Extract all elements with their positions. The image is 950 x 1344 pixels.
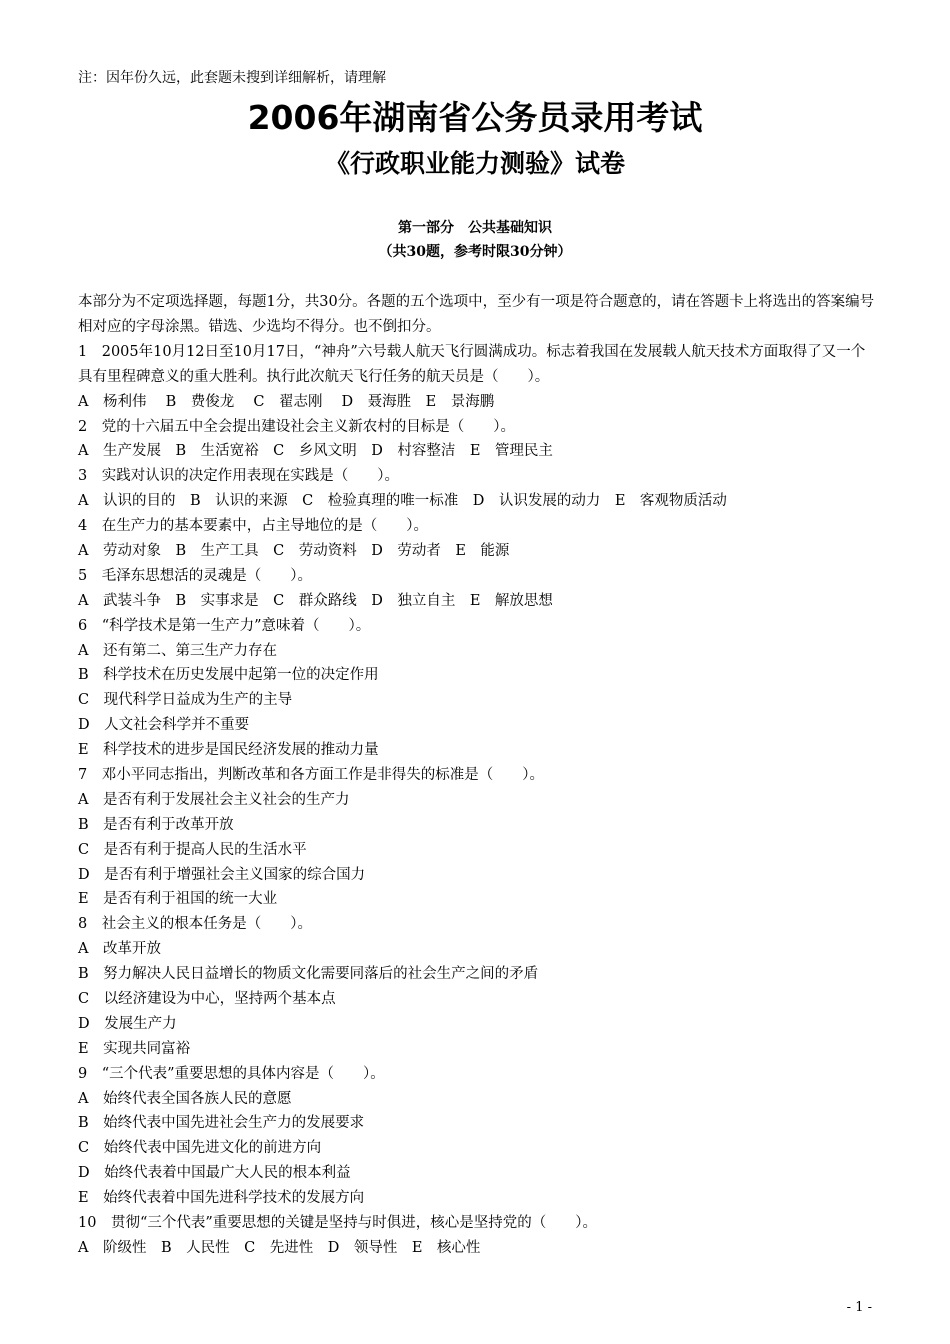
page-title: 2006年湖南省公务员录用考试 — [247, 98, 703, 137]
question-body — [78, 290, 878, 1261]
question-4-options: A 劳动对象 B 生产工具 C 劳动资料 D 劳动者 E 能源 — [78, 542, 510, 559]
question-7-option-b: B 是否有利于改革开放 — [78, 816, 234, 833]
question-8-option-b: B 努力解决人民日益增长的物质文化需要同落后的社会生产之间的矛盾 — [78, 966, 539, 983]
question-6: 6 “科学技术是第一生产力”意味着（ ）。 — [78, 617, 371, 634]
question-7: 7 邓小平同志指出，判断改革和各方面工作是非得失的标准是（ ）。 — [78, 766, 544, 783]
question-5: 5 毛泽东思想活的灵魂是（ ）。 — [78, 567, 312, 584]
part-heading: 第一部分 公共基础知识 — [398, 220, 552, 236]
question-9: 9 “三个代表”重要思想的具体内容是（ ）。 — [78, 1065, 385, 1082]
question-1: 1 2005年10月12日至10月17日，“神舟”六号载人航天飞行圆满成功。标志着我国在发展载人航天技术方面取得了又一个具有里程碑意义的重大胜利。执行此次航天飞行任务的航天员是（ ）。 — [78, 343, 866, 385]
note-text: 注：因年份久远，此套题未搜到详细解析，请理解 — [78, 70, 386, 86]
question-6-option-b: B 科学技术在历史发展中起第一位的决定作用 — [78, 667, 379, 684]
question-8-option-a: A 改革开放 — [78, 941, 161, 958]
question-7-option-e: E 是否有利于祖国的统一大业 — [78, 891, 278, 908]
question-6-option-d: D 人文社会科学并不重要 — [78, 717, 250, 734]
question-8-option-d: D 发展生产力 — [78, 1015, 177, 1032]
question-9-option-d: D 始终代表着中国最广大人民的根本利益 — [78, 1165, 351, 1182]
question-5-options: A 武装斗争 B 实事求是 C 群众路线 D 独立自主 E 解放思想 — [78, 592, 553, 609]
question-3: 3 实践对认识的决定作用表现在实践是（ ）。 — [78, 468, 399, 485]
question-9-option-e: E 始终代表着中国先进科学技术的发展方向 — [78, 1190, 365, 1207]
intro-paragraph: 本部分为不定项选择题，每题1分，共30分。各题的五个选项中，至少有一项是符合题意的，请在答题卡上将选出的答案编号相对应的字母涂黑。错选、少选均不得分。也不倒扣分。 — [78, 294, 875, 335]
question-2: 2 党的十六届五中全会提出建设社会主义新农村的目标是（ ）。 — [78, 418, 515, 435]
question-7-option-c: C 是否有利于提高人民的生活水平 — [78, 841, 307, 858]
part-meta: （共30题，参考时限30分钟） — [378, 244, 572, 260]
question-1-options: A 杨利伟 B 费俊龙 C 翟志刚 D 聂海胜 E 景海鹏 — [78, 393, 495, 410]
question-9-option-c: C 始终代表中国先进文化的前进方向 — [78, 1140, 322, 1157]
question-3-options: A 认识的目的 B 认识的来源 C 检验真理的唯一标准 D 认识发展的动力 E 客观物质活动 — [78, 493, 727, 510]
question-10: 10 贯彻“三个代表”重要思想的关键是坚持与时俱进，核心是坚持党的（ ）。 — [78, 1215, 598, 1232]
question-6-option-c: C 现代科学日益成为生产的主导 — [78, 692, 293, 709]
question-10-options: A 阶级性 B 人民性 C 先进性 D 领导性 E 核心性 — [78, 1239, 481, 1256]
question-9-option-a: A 始终代表全国各族人民的意愿 — [78, 1090, 292, 1107]
question-6-option-a: A 还有第二、第三生产力存在 — [78, 642, 277, 659]
question-8-option-e: E 实现共同富裕 — [78, 1040, 191, 1057]
question-2-options: A 生产发展 B 生活宽裕 C 乡风文明 D 村容整洁 E 管理民主 — [78, 443, 553, 460]
question-8-option-c: C 以经济建设为中心，坚持两个基本点 — [78, 991, 336, 1007]
question-4: 4 在生产力的基本要素中，占主导地位的是（ ）。 — [78, 518, 428, 535]
page-number: - 1 - — [846, 1300, 872, 1315]
question-6-option-e: E 科学技术的进步是国民经济发展的推动力量 — [78, 742, 379, 759]
question-9-option-b: B 始终代表中国先进社会生产力的发展要求 — [78, 1115, 365, 1132]
question-7-option-a: A 是否有利于发展社会主义社会的生产力 — [78, 791, 350, 808]
question-7-option-d: D 是否有利于增强社会主义国家的综合国力 — [78, 866, 366, 883]
question-8: 8 社会主义的根本任务是（ ）。 — [78, 916, 312, 933]
page-subtitle: 《行政职业能力测验》试卷 — [324, 149, 625, 178]
